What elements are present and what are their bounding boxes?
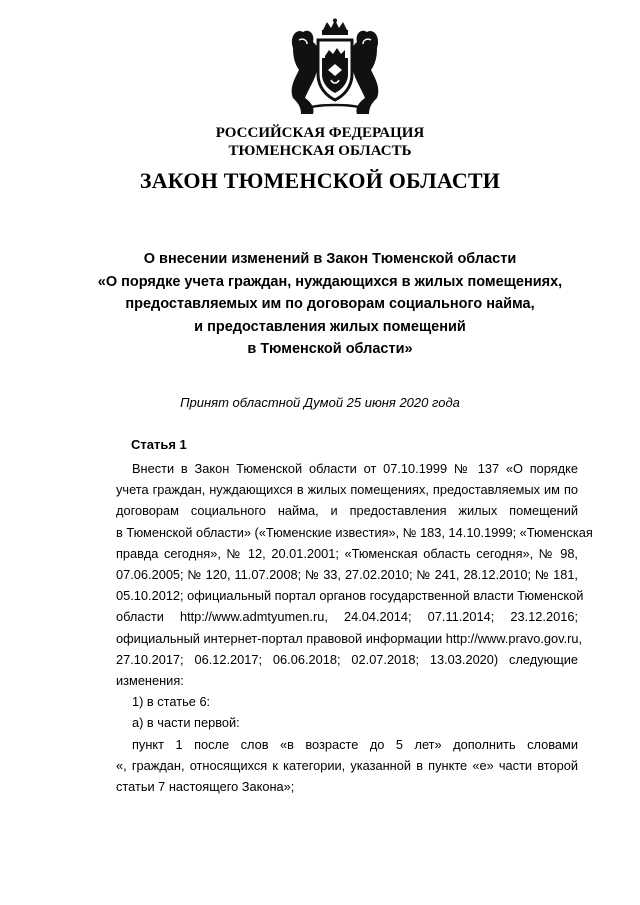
body-line: учета граждан, нуждающихся в жилых помещениях, предоставляемых им по [116,482,578,498]
adoption-date: Принят областной Думой 25 июня 2020 года [180,395,460,410]
article-heading: Статья 1 [131,437,187,452]
body-line: в Тюменской области» («Тюменские известия», № 183, 14.10.1999; «Тюменская [116,524,593,540]
point-line: «, граждан, относящихся к категории, указанной в пункте «е» части второй [116,757,578,773]
country-name: РОССИЙСКАЯ ФЕДЕРАЦИЯ [215,125,425,141]
body-line: правда сегодня», № 12, 20.01.2001; «Тюменская область сегодня», № 98, [116,545,578,561]
title-line: предоставляемых им по договорам социального найма, [125,296,535,313]
coat-of-arms-icon [285,18,385,118]
item-1: 1) в статье 6: [132,694,211,710]
law-title [60,248,600,361]
title-line: «О порядке учета граждан, нуждающихся в жилых помещениях, [97,273,563,290]
point-line: пункт 1 после слов «в возрасте до 5 лет» дополнить словами [132,736,578,752]
article-body [116,458,593,797]
body-line: 05.10.2012; официальный портал органов государственной власти Тюменской [116,588,584,604]
title-line: и предоставления жилых помещений [194,318,466,335]
body-line: Внести в Закон Тюменской области от 07.10.1999 № 137 «О порядке [132,461,578,476]
document-type-heading: ЗАКОН ТЮМЕНСКОЙ ОБЛАСТИ [139,168,501,193]
region-name: ТЮМЕНСКАЯ ОБЛАСТЬ [228,143,412,159]
body-line: договорам социального найма, и предоставления жилых помещений [116,503,578,519]
body-line: изменения: [116,673,184,689]
body-line: 27.10.2017; 06.12.2017; 06.06.2018; 02.07.2018; 13.03.2020) следующие [116,651,578,667]
body-line: 07.06.2005; № 120, 11.07.2008; № 33, 27.02.2010; № 241, 28.12.2010; № 181, [116,567,578,583]
title-line: в Тюменской области» [247,341,413,358]
point-line: статьи 7 настоящего Закона»; [116,779,295,795]
body-line: официальный интернет-портал правовой информации http://www.pravo.gov.ru, [116,630,583,646]
body-line: области http://www.admtyumen.ru, 24.04.2014; 07.11.2014; 23.12.2016; [116,609,578,625]
title-line: О внесении изменений в Закон Тюменской области [143,251,517,267]
item-a: а) в части первой: [132,715,240,731]
